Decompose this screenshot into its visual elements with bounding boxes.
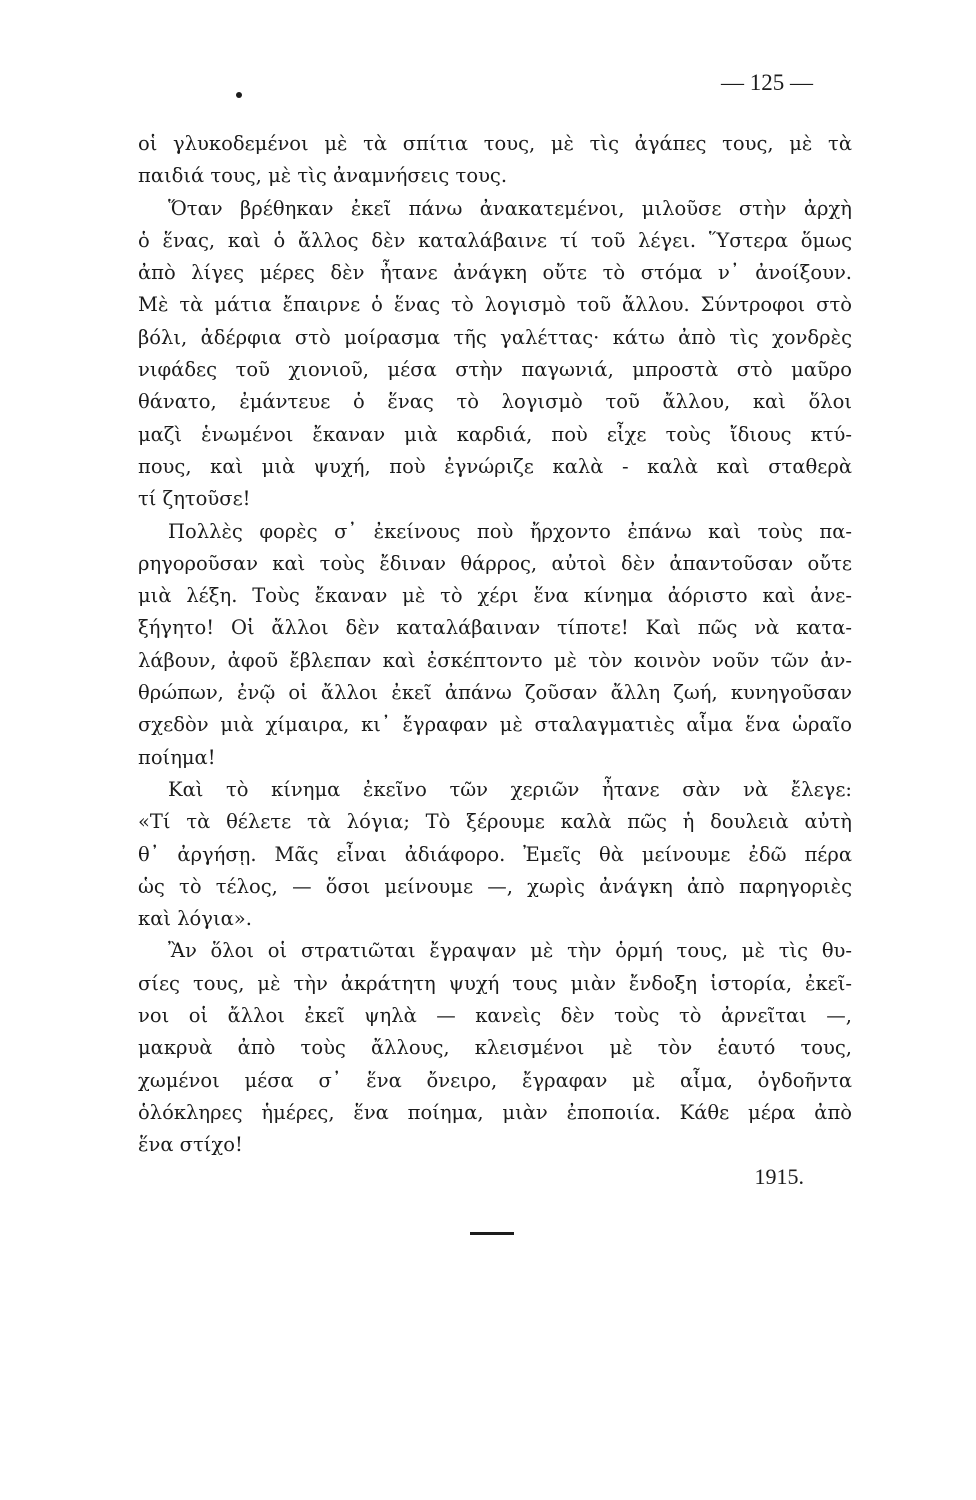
text-line: θάνατο, ἐμάντευε ὁ ἕνας τὸ λογισμὸ τοῦ ἄλλου, καὶ ὅλοι: [138, 390, 852, 414]
text-line: μακρυὰ ἀπὸ τοὺς ἄλλους, κλεισμένοι μὲ τὸν ἑαυτό τους,: [138, 1036, 852, 1060]
text-line: πους, καὶ μιὰ ψυχή, ποὺ ἐγνώριζε καλὰ - καλὰ καὶ σταθερὰ: [138, 454, 852, 478]
body-text: [138, 128, 852, 1162]
date-signature: 1915.: [754, 1164, 804, 1189]
text-line: Καὶ τὸ κίνημα ἐκεῖνο τῶν χεριῶν ἦτανε σὰν νὰ ἔλεγε:: [168, 777, 852, 801]
page-number: — 125 —: [721, 70, 813, 95]
text-line: ἀπὸ λίγες μέρες δὲν ἦτανε ἀνάγκη οὔτε τὸ στόμα ν᾽ ἀνοίξουν.: [138, 261, 852, 285]
text-line: ὁ ἕνας, καὶ ὁ ἄλλος δὲν καταλάβαινε τί τοῦ λέγει. Ὕστερα ὅμως: [138, 228, 852, 252]
text-line: θ᾽ ἀργήσῃ. Μᾶς εἶναι ἀδιάφορο. Ἐμεῖς θὰ μείνουμε ἐδῶ πέρα: [138, 842, 852, 866]
text-line: μαζὶ ἑνωμένοι ἔκαναν μιὰ καρδιά, ποὺ εἶχε τοὺς ἴδιους κτύ-: [138, 422, 852, 446]
text-line: ξήγητο! Οἱ ἄλλοι δὲν καταλάβαιναν τίποτε! Καὶ πῶς νὰ κατα-: [138, 616, 852, 640]
text-line: παιδιά τους, μὲ τὶς ἀναμνήσεις τους.: [138, 164, 508, 188]
text-line: ὁλόκληρες ἡμέρες, ἕνα ποίημα, μιὰν ἐποποιία. Κάθε μέρα ἀπὸ: [138, 1100, 852, 1124]
text-line: νιφάδες τοῦ χιονιοῦ, μέσα στὴν παγωνιά, μπροστὰ στὸ μαῦρο: [138, 358, 852, 382]
text-line: «Τί τὰ θέλετε τὰ λόγια; Τὸ ξέρουμε καλὰ πῶς ἡ δουλειὰ αὐτὴ: [138, 810, 852, 834]
text-line: χωμένοι μέσα σ᾽ ἕνα ὄνειρο, ἔγραφαν μὲ αἷμα, ὀγδοῆντα: [138, 1068, 852, 1092]
text-line: Μὲ τὰ μάτια ἔπαιρνε ὁ ἕνας τὸ λογισμὸ τοῦ ἄλλου. Σύντροφοι στὸ: [138, 293, 852, 317]
text-line: ἕνα στίχο!: [138, 1133, 243, 1157]
closing-rule: [470, 1232, 514, 1235]
text-line: νοι οἱ ἄλλοι ἐκεῖ ψηλὰ — κανεὶς δὲν τοὺς τὸ ἀρνεῖται —,: [138, 1004, 852, 1028]
text-line: Ὅταν βρέθηκαν ἐκεῖ πάνω ἀνακατεμένοι, μιλοῦσε στὴν ἀρχὴ: [168, 196, 852, 220]
text-line: ποίημα!: [138, 745, 216, 769]
text-line: σχεδὸν μιὰ χίμαιρα, κι᾽ ἔγραφαν μὲ σταλαγματιὲς αἷμα ἕνα ὡραῖο: [138, 713, 852, 737]
text-line: ρηγοροῦσαν καὶ τοὺς ἔδιναν θάρρος, αὐτοὶ δὲν ἀπαντοῦσαν οὔτε: [138, 551, 852, 575]
text-line: καὶ λόγια».: [138, 907, 252, 931]
text-line: τί ζητοῦσε!: [138, 487, 251, 511]
text-line: Πολλὲς φορὲς σ᾽ ἐκείνους ποὺ ἤρχοντο ἐπάνω καὶ τοὺς πα-: [168, 519, 852, 543]
text-line: ὡς τὸ τέλος, — ὅσοι μείνουμε —, χωρὶς ἀνάγκη ἀπὸ παρηγοριὲς: [138, 874, 852, 898]
text-line: θρώπων, ἐνῷ οἱ ἄλλοι ἐκεῖ ἀπάνω ζοῦσαν ἄλλη ζωή, κυνηγοῦσαν: [138, 681, 852, 705]
text-line: μιὰ λέξη. Τοὺς ἔκαναν μὲ τὸ χέρι ἕνα κίνημα ἀόριστο καὶ ἀνε-: [138, 584, 852, 608]
text-line: σίες τους, μὲ τὴν ἀκράτητη ψυχή τους μιὰν ἔνδοξη ἱστορία, ἐκεῖ-: [138, 971, 852, 995]
text-line: Ἂν ὅλοι οἱ στρατιῶται ἔγραψαν μὲ τὴν ὁρμή τους, μὲ τὶς θυ-: [168, 939, 852, 963]
text-line: οἱ γλυκοδεμένοι μὲ τὰ σπίτια τους, μὲ τὶς ἀγάπες τους, μὲ τὰ: [138, 132, 852, 155]
ink-dot-mark: [236, 92, 242, 98]
text-line: λάβουν, ἀφοῦ ἔβλεπαν καὶ ἐσκέπτοντο μὲ τὸν κοινὸν νοῦν τῶν ἀν-: [138, 648, 852, 672]
text-line: βόλι, ἀδέρφια στὸ μοίρασμα τῆς γαλέττας· κάτω ἀπὸ τὶς χονδρὲς: [138, 325, 852, 349]
